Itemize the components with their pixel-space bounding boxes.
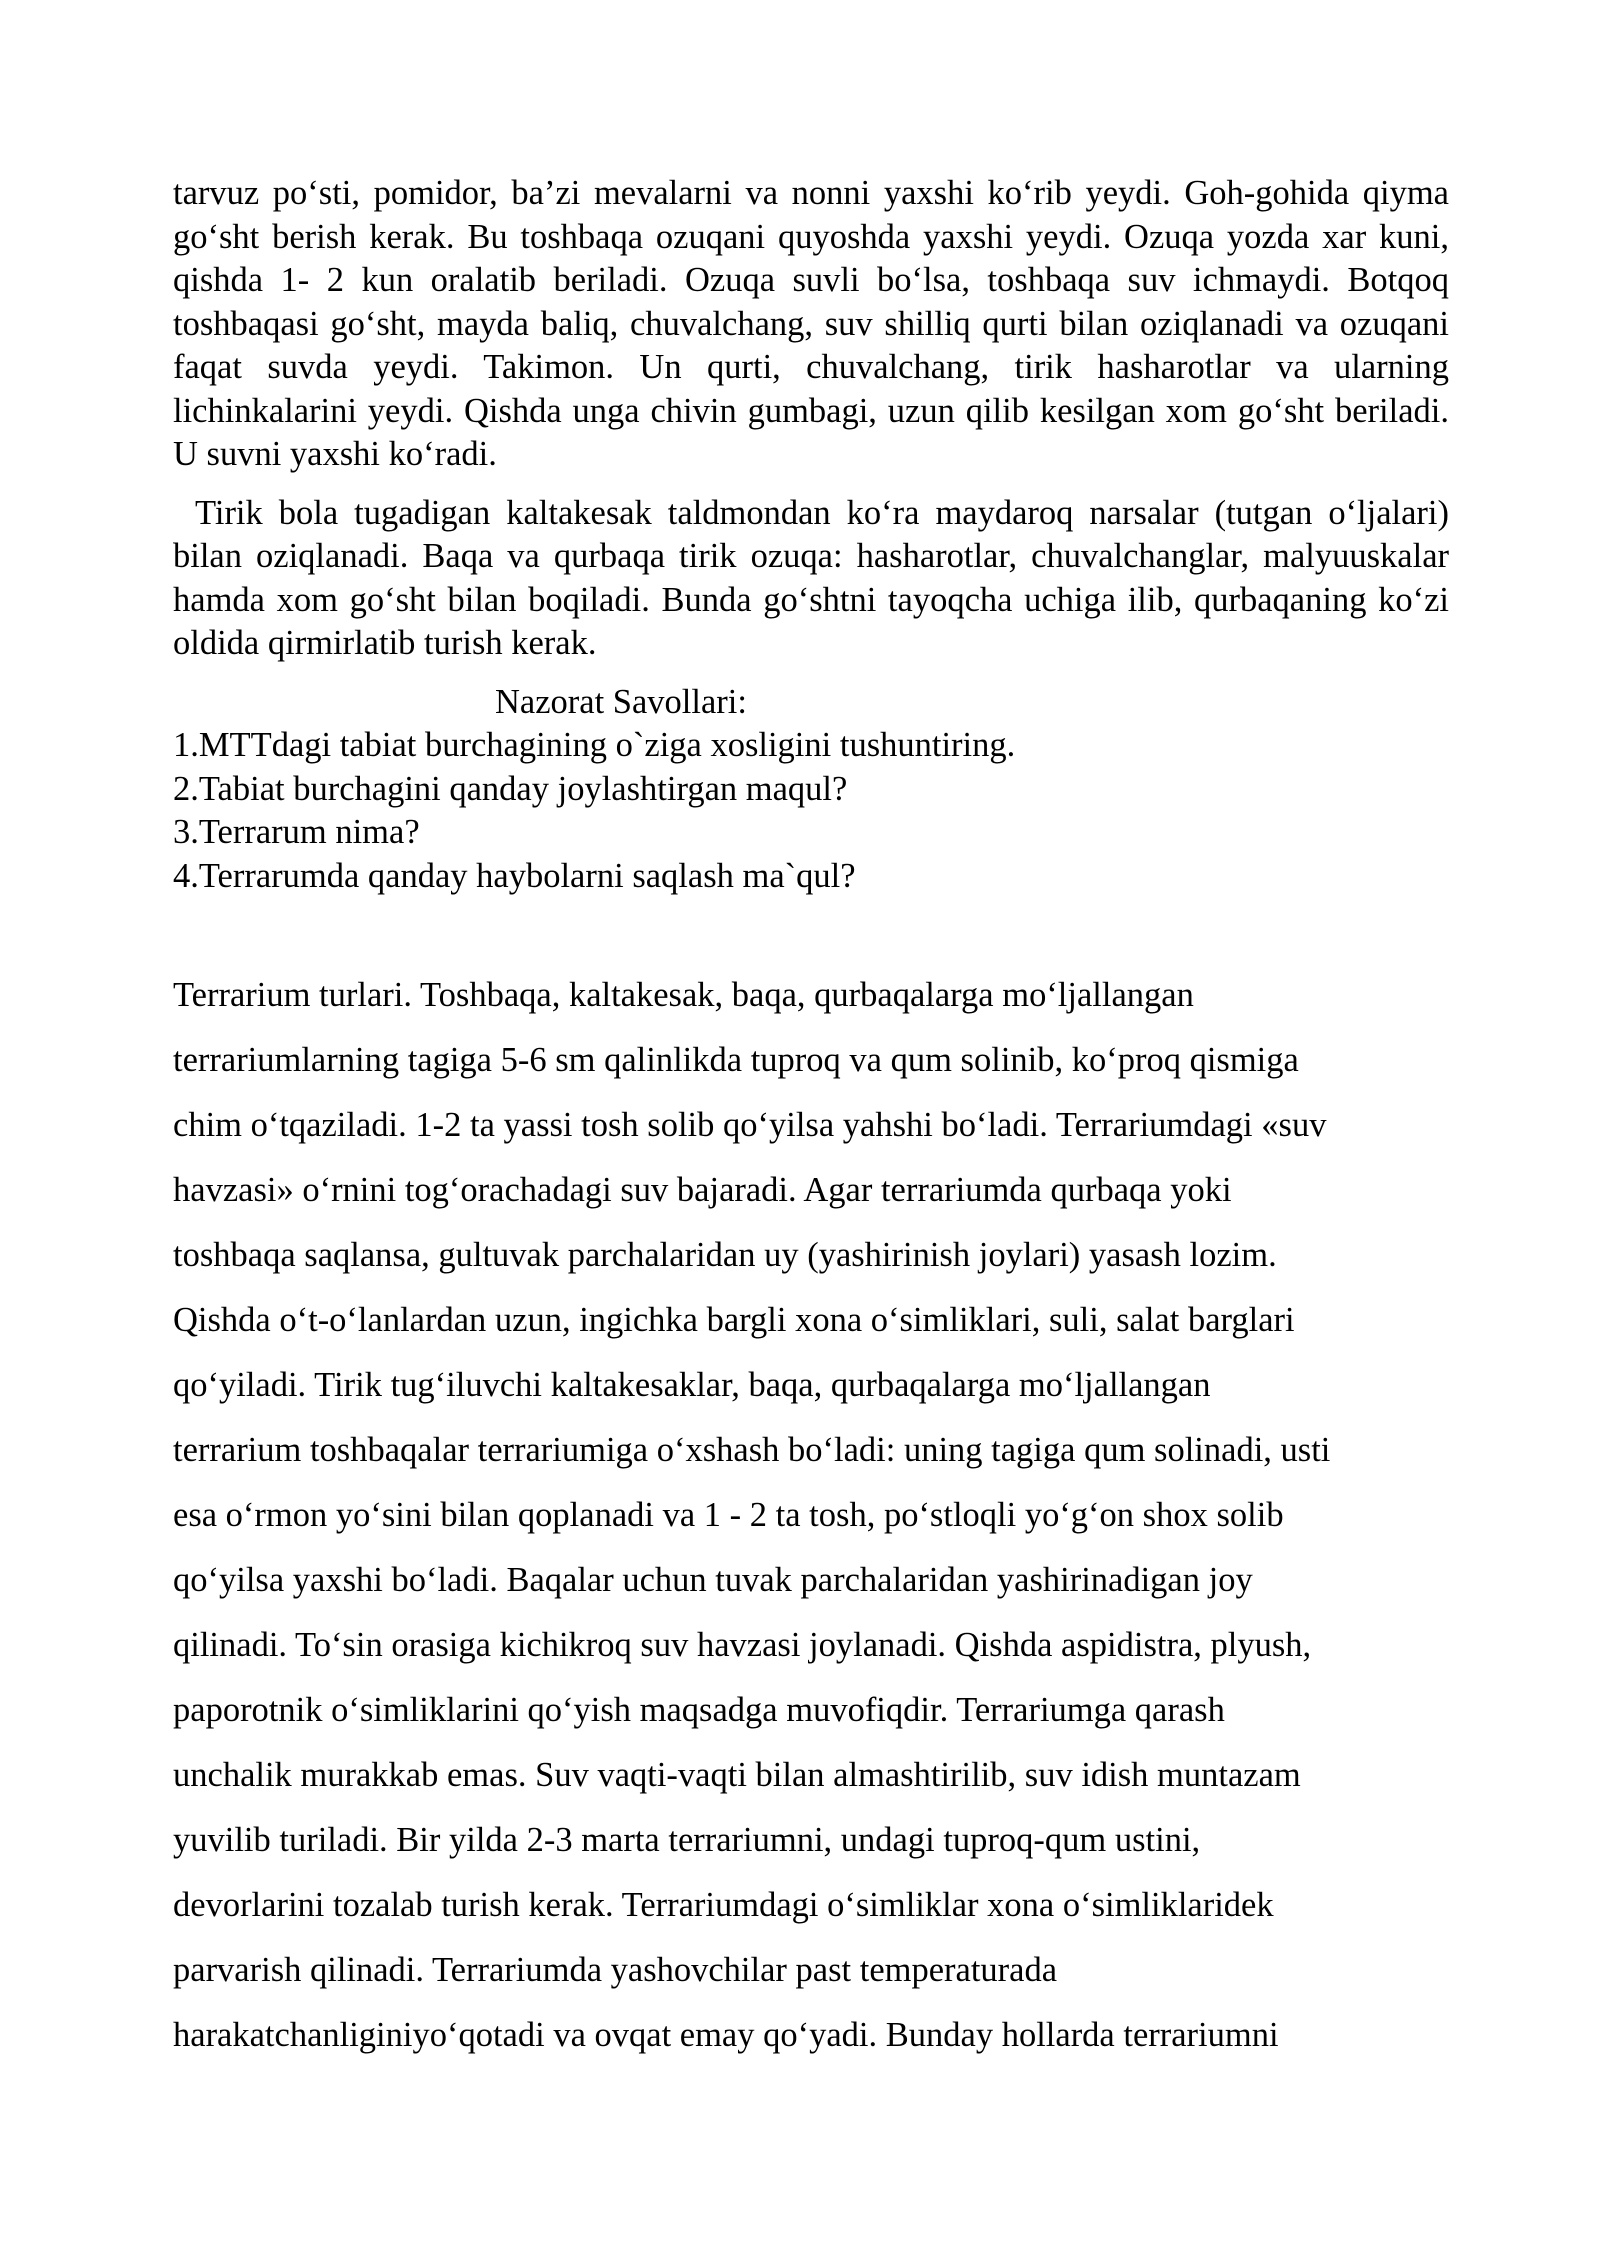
paragraph-feeding-turtles: tarvuz po‘sti, pomidor, ba’zi mevalarni va nonni yaxshi ko‘rib yeydi. Goh-gohida qiyma go‘sht berish kerak. Bu toshbaqa ozuqani quyoshda yaxshi yeydi. Ozuqa yozda xar kuni, qishda 1- 2 kun oralatib beriladi. Ozuqa suvli bo‘lsa, toshbaqa suv ichmaydi. Botqoq toshbaqasi go‘sht, mayda baliq, chuvalchang, suv shilliq qurti bilan oziqlanadi va ozuqani faqat suvda yeydi. Takimon. Un qurti, chuvalchang, tirik hasharotlar va ularning lichinkalarini yeydi. Qishda unga chivin gumbagi, uzun qilib kesilgan xom go‘sht beriladi. U suvni yaxshi ko‘radi. [173,174,1449,473]
question-item: 2.Tabiat burchagini qanday joylashtirgan maqul? [173,769,848,808]
document-content [173,172,1449,2068]
text-line: qo‘yiladi. Tirik tug‘iluvchi kaltakesaklar, baqa, qurbaqalarga mo‘ljallangan [173,1366,1211,1404]
question-item: 4.Terrarumda qanday haybolarni saqlash ma`qul? [173,856,856,895]
question-item: 1.MTTdagi tabiat burchagining o`ziga xosligini tushuntiring. [173,726,1016,764]
text-line: havzasi» o‘rnini tog‘orachadagi suv bajaradi. Agar terrariumda qurbaqa yoki [173,1171,1232,1209]
paragraph-feeding-lizards-frogs: Tirik bola tugadigan kaltakesak taldmondan ko‘ra maydaroq narsalar (tutgan o‘ljalari) bilan oziqlanadi. Baqa va qurbaqa tirik ozuqa: hasharotlar, chuvalchanglar, malyuuskalar hamda xom go‘sht bilan boqiladi. Bunda go‘shtni tayoqcha uchiga ilib, qurbaqaning ko‘zi oldida qirmirlatib turish kerak. [173,493,1449,662]
question-item: 3.Terrarum nima? [173,813,420,851]
text-line: toshbaqa saqlansa, gultuvak parchalaridan uy (yashirinish joylari) yasash lozim. [173,1236,1277,1274]
text-line: paporotnik o‘simliklarini qo‘yish maqsadga muvofiqdir. Terrariumga qarash [173,1691,1225,1729]
text-line: esa o‘rmon yo‘sini bilan qoplanadi va 1 - 2 ta tosh, po‘stloqli yo‘g‘on shox solib [173,1496,1284,1534]
text-line: qilinadi. To‘sin orasiga kichikroq suv havzasi joylanadi. Qishda aspidistra, plyush, [173,1626,1312,1664]
text-line: parvarish qilinadi. Terrariumda yashovchilar past temperaturada [173,1951,1058,1989]
paragraph-terrarium-types [173,963,1449,2068]
questions-heading: Nazorat Savollari: [495,682,747,721]
text-line: yuvilib turiladi. Bir yilda 2-3 marta terrariumni, undagi tuproq-qum ustini, [173,1821,1201,1859]
text-line: chim o‘tqaziladi. 1-2 ta yassi tosh solib qo‘yilsa yahshi bo‘ladi. Terrariumdagi «suv [173,1106,1327,1144]
questions-list [173,724,1449,898]
text-line: Terrarium turlari. Toshbaqa, kaltakesak, baqa, qurbaqalarga mo‘ljallangan [173,976,1194,1014]
text-line: terrarium toshbaqalar terrariumiga o‘xshash bo‘ladi: uning tagiga qum solinadi, usti [173,1431,1331,1469]
text-line: terrariumlarning tagiga 5-6 sm qalinlikda tuproq va qum solinib, ko‘proq qismiga [173,1041,1299,1079]
text-line: unchalik murakkab emas. Suv vaqti-vaqti bilan almashtirilib, suv idish muntazam [173,1756,1301,1794]
text-line: devorlarini tozalab turish kerak. Terrariumdagi o‘simliklar xona o‘simliklaridek [173,1886,1274,1924]
text-line: qo‘yilsa yaxshi bo‘ladi. Baqalar uchun tuvak parchalaridan yashirinadigan joy [173,1561,1253,1599]
text-line: Qishda o‘t-o‘lanlardan uzun, ingichka bargli xona o‘simliklari, suli, salat barglari [173,1301,1295,1339]
text-line: harakatchanliginiyo‘qotadi va ovqat emay qo‘yadi. Bunday hollarda terrariumni [173,2016,1279,2054]
